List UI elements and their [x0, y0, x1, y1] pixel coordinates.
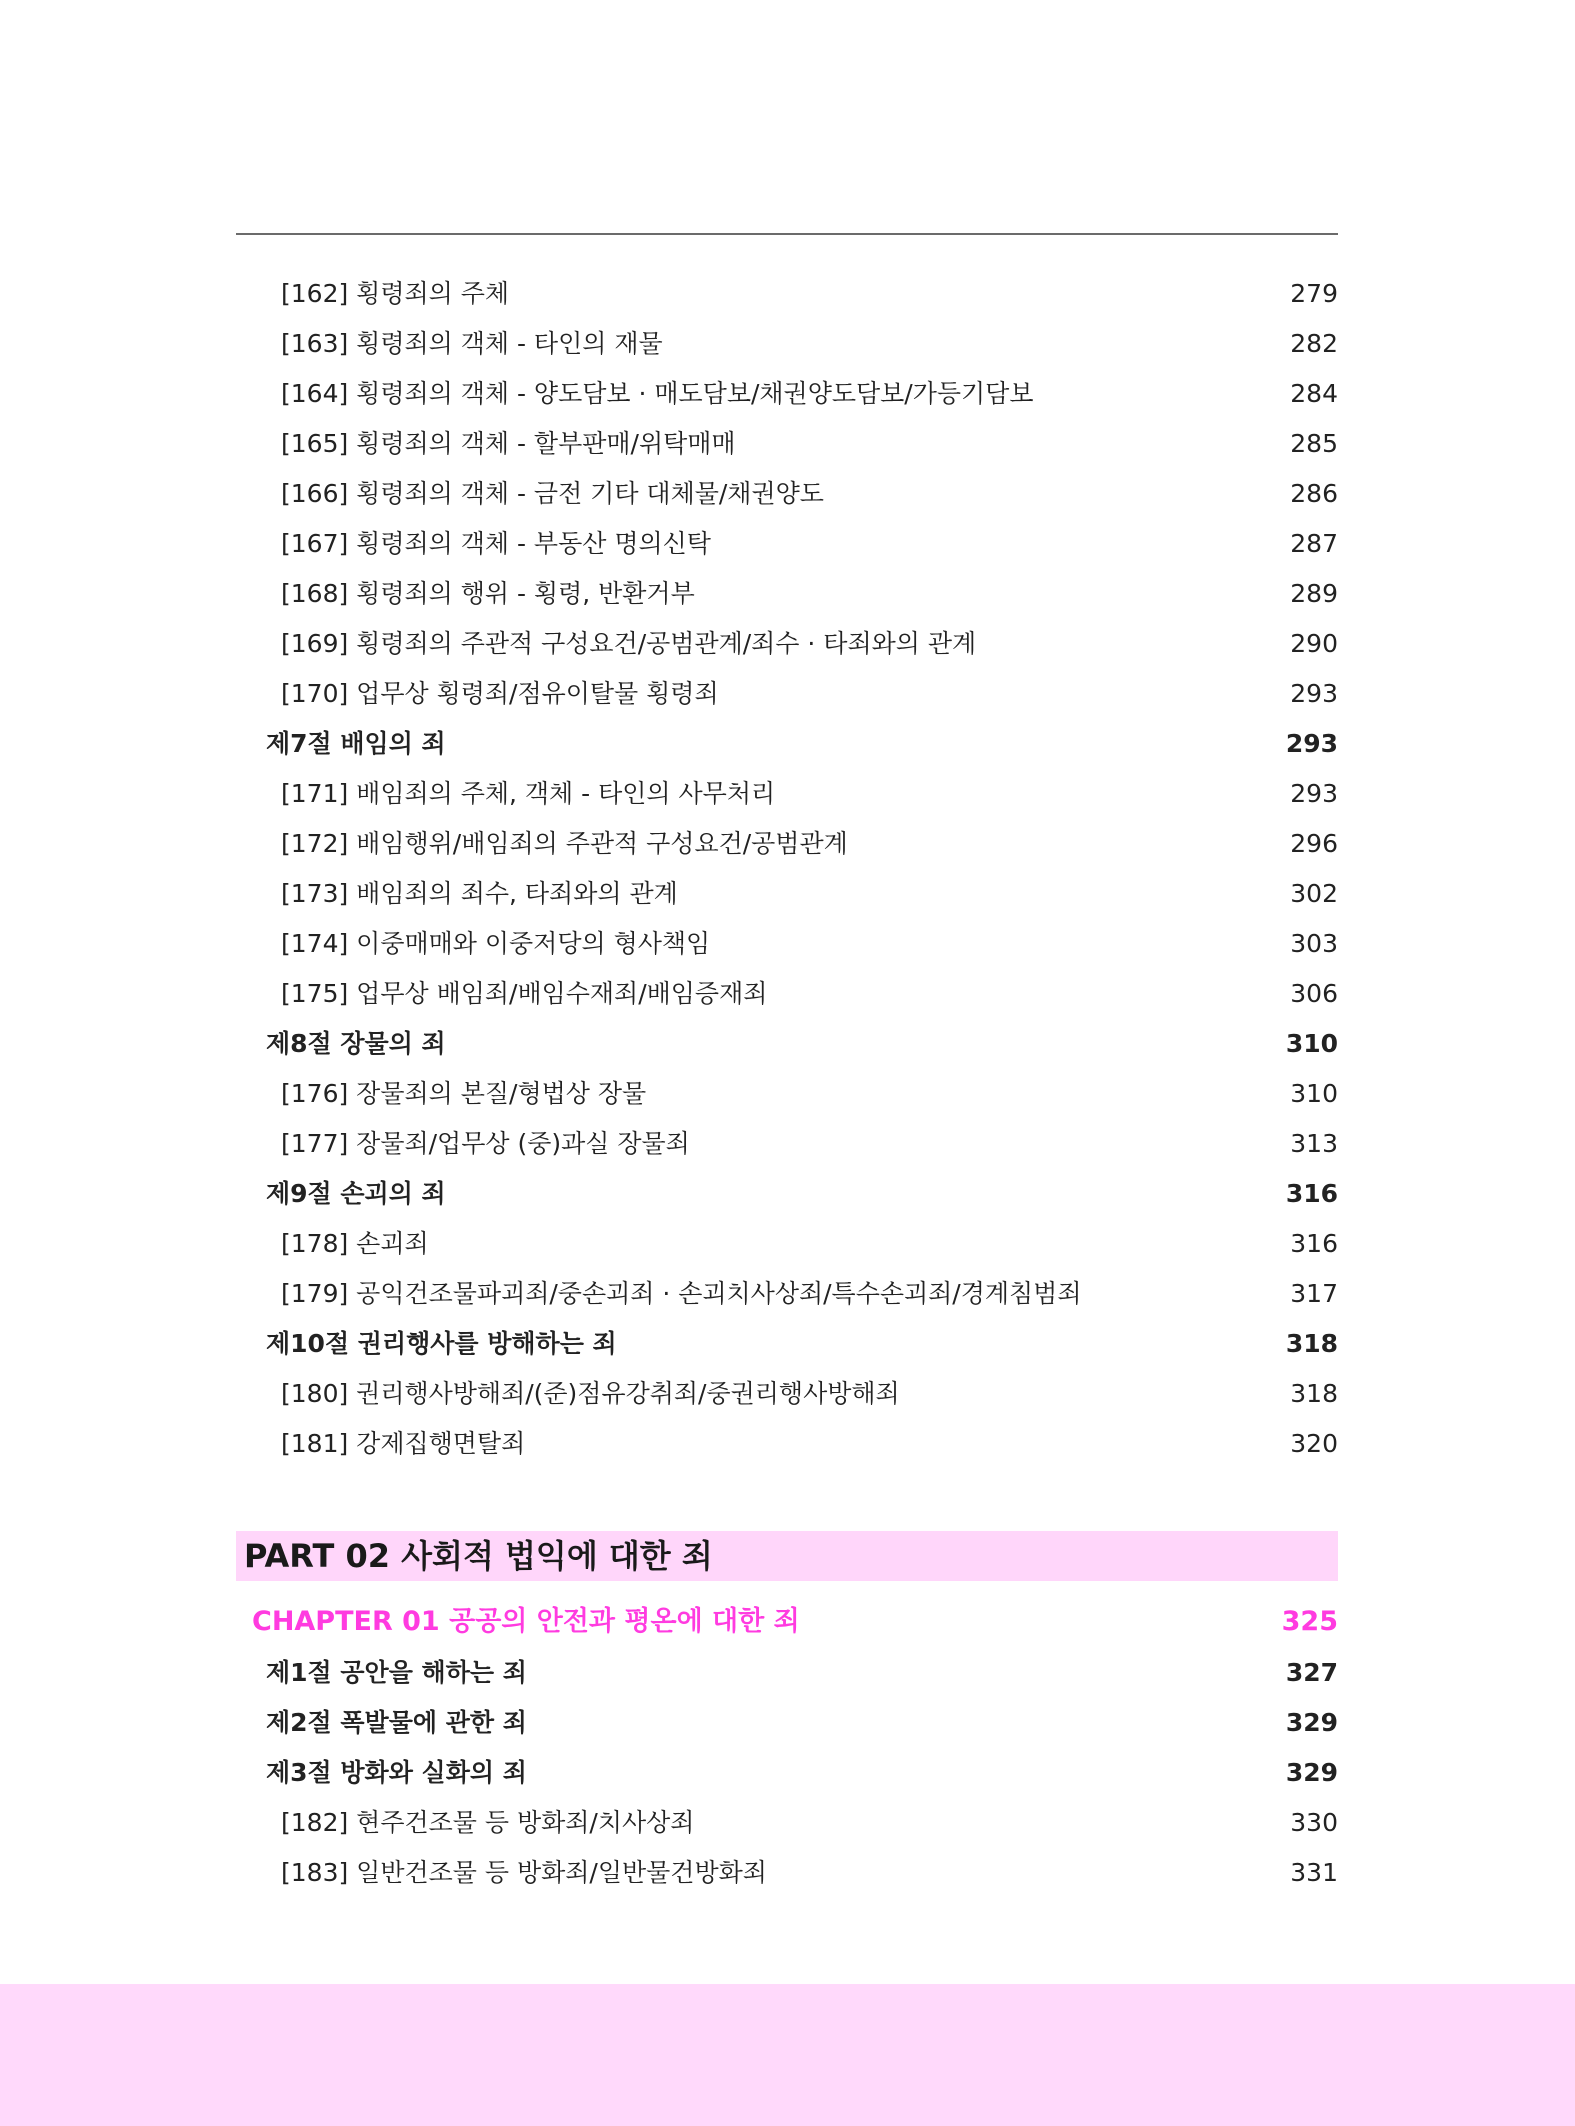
- toc-entry-row[interactable]: [236, 1219, 1338, 1269]
- toc-page-number: 313: [1290, 1129, 1338, 1158]
- toc-entry-row[interactable]: [236, 619, 1338, 669]
- toc-entry-title: [168] 횡령죄의 행위 - 횡령, 반환거부: [281, 579, 695, 608]
- toc-entry-title: [166] 횡령죄의 객체 - 금전 기타 대체물/채권양도: [281, 479, 824, 508]
- toc-entry-title: [173] 배임죄의 죄수, 타죄와의 관계: [281, 879, 678, 908]
- toc-section-title: 제1절 공안을 해하는 죄: [266, 1658, 527, 1687]
- toc-entry-row[interactable]: [236, 1798, 1338, 1848]
- toc-page-number: 325: [1281, 1606, 1338, 1637]
- toc-section-row[interactable]: [236, 1698, 1338, 1748]
- toc-section-row[interactable]: [236, 1748, 1338, 1798]
- toc-entry-title: [172] 배임행위/배임죄의 주관적 구성요건/공범관계: [281, 829, 848, 858]
- toc-entry-row[interactable]: [236, 1369, 1338, 1419]
- toc-page-number: 310: [1285, 1029, 1338, 1058]
- toc-entry-title: [167] 횡령죄의 객체 - 부동산 명의신탁: [281, 529, 711, 558]
- toc-page-number: 293: [1285, 729, 1338, 758]
- toc-page-number: 316: [1290, 1229, 1338, 1258]
- toc-section-title: 제8절 장물의 죄: [266, 1029, 446, 1058]
- toc-page-number: 302: [1290, 879, 1338, 908]
- toc-entry-title: [180] 권리행사방해죄/(준)점유강취죄/중권리행사방해죄: [281, 1379, 900, 1408]
- toc-section-title: 제9절 손괴의 죄: [266, 1179, 446, 1208]
- toc-entry-title: [163] 횡령죄의 객체 - 타인의 재물: [281, 329, 663, 358]
- toc-entry-title: [178] 손괴죄: [281, 1229, 429, 1258]
- toc-section-row[interactable]: [236, 1019, 1338, 1069]
- part-heading-bar: [236, 1531, 1338, 1581]
- toc-page-number: 318: [1290, 1379, 1338, 1408]
- toc-entry-row[interactable]: [236, 919, 1338, 969]
- footer-color-band: [0, 1984, 1575, 2126]
- toc-entry-title: [182] 현주건조물 등 방화죄/치사상죄: [281, 1808, 695, 1837]
- toc-section-title: 제2절 폭발물에 관한 죄: [266, 1708, 527, 1737]
- toc-entry-title: [174] 이중매매와 이중저당의 형사책임: [281, 929, 711, 958]
- toc-section-title: 제10절 권리행사를 방해하는 죄: [266, 1329, 617, 1358]
- toc-page-number: 296: [1290, 829, 1338, 858]
- toc-entry-row[interactable]: [236, 1848, 1338, 1898]
- toc-entry-title: [175] 업무상 배임죄/배임수재죄/배임증재죄: [281, 979, 768, 1008]
- toc-page-number: 310: [1290, 1079, 1338, 1108]
- toc-entry-row[interactable]: [236, 469, 1338, 519]
- toc-page-number: 329: [1285, 1708, 1338, 1737]
- toc-page-number: 330: [1290, 1808, 1338, 1837]
- top-divider-line: [236, 233, 1338, 235]
- toc-entry-title: [179] 공익건조물파괴죄/중손괴죄 · 손괴치사상죄/특수손괴죄/경계침범죄: [281, 1279, 1082, 1308]
- toc-entry-title: [177] 장물죄/업무상 (중)과실 장물죄: [281, 1129, 690, 1158]
- toc-entry-row[interactable]: [236, 819, 1338, 869]
- toc-entry-row[interactable]: [236, 1069, 1338, 1119]
- toc-entry-row[interactable]: [236, 569, 1338, 619]
- toc-page-number: 284: [1290, 379, 1338, 408]
- toc-entry-row[interactable]: [236, 1269, 1338, 1319]
- toc-entry-title: [169] 횡령죄의 주관적 구성요건/공범관계/죄수 · 타죄와의 관계: [281, 629, 977, 658]
- toc-page-number: 317: [1290, 1279, 1338, 1308]
- toc-entry-title: [176] 장물죄의 본질/형법상 장물: [281, 1079, 647, 1108]
- toc-page-number: 327: [1285, 1658, 1338, 1687]
- toc-entry-title: [171] 배임죄의 주체, 객체 - 타인의 사무처리: [281, 779, 776, 808]
- toc-entry-title: [164] 횡령죄의 객체 - 양도담보 · 매도담보/채권양도담보/가등기담보: [281, 379, 1034, 408]
- toc-page-number: 282: [1290, 329, 1338, 358]
- toc-page-number: 320: [1290, 1429, 1338, 1458]
- toc-page-number: 329: [1285, 1758, 1338, 1787]
- toc-entry-row[interactable]: [236, 269, 1338, 319]
- toc-entry-row[interactable]: [236, 1419, 1338, 1469]
- toc-upper-list: [236, 269, 1338, 1469]
- toc-lower-list: [236, 1596, 1338, 1898]
- toc-page-number: 289: [1290, 579, 1338, 608]
- toc-section-row[interactable]: [236, 719, 1338, 769]
- toc-chapter-row[interactable]: [236, 1596, 1338, 1648]
- toc-section-row[interactable]: [236, 1648, 1338, 1698]
- toc-page-number: 285: [1290, 429, 1338, 458]
- toc-entry-row[interactable]: [236, 369, 1338, 419]
- toc-page-number: 293: [1290, 779, 1338, 808]
- part-title: PART 02 사회적 법익에 대한 죄: [244, 1537, 713, 1575]
- toc-entry-row[interactable]: [236, 519, 1338, 569]
- toc-page-number: 318: [1285, 1329, 1338, 1358]
- toc-entry-row[interactable]: [236, 319, 1338, 369]
- toc-page-number: 303: [1290, 929, 1338, 958]
- toc-page-number: 286: [1290, 479, 1338, 508]
- toc-entry-title: [181] 강제집행면탈죄: [281, 1429, 526, 1458]
- toc-entry-row[interactable]: [236, 1119, 1338, 1169]
- toc-entry-title: [162] 횡령죄의 주체: [281, 279, 510, 308]
- toc-page-number: 293: [1290, 679, 1338, 708]
- toc-entry-row[interactable]: [236, 419, 1338, 469]
- toc-section-row[interactable]: [236, 1169, 1338, 1219]
- toc-entry-row[interactable]: [236, 769, 1338, 819]
- toc-entry-row[interactable]: [236, 869, 1338, 919]
- toc-page-number: 290: [1290, 629, 1338, 658]
- toc-section-title: 제7절 배임의 죄: [266, 729, 446, 758]
- toc-entry-title: [165] 횡령죄의 객체 - 할부판매/위탁매매: [281, 429, 736, 458]
- toc-section-title: 제3절 방화와 실화의 죄: [266, 1758, 527, 1787]
- toc-entry-row[interactable]: [236, 669, 1338, 719]
- toc-chapter-title: CHAPTER 01 공공의 안전과 평온에 대한 죄: [252, 1606, 800, 1637]
- toc-page-number: 331: [1290, 1858, 1338, 1887]
- toc-page-number: 316: [1285, 1179, 1338, 1208]
- toc-page-number: 306: [1290, 979, 1338, 1008]
- toc-page-number: 279: [1290, 279, 1338, 308]
- toc-section-row[interactable]: [236, 1319, 1338, 1369]
- toc-entry-row[interactable]: [236, 969, 1338, 1019]
- toc-page-number: 287: [1290, 529, 1338, 558]
- toc-entry-title: [183] 일반건조물 등 방화죄/일반물건방화죄: [281, 1858, 767, 1887]
- toc-entry-title: [170] 업무상 횡령죄/점유이탈물 횡령죄: [281, 679, 719, 708]
